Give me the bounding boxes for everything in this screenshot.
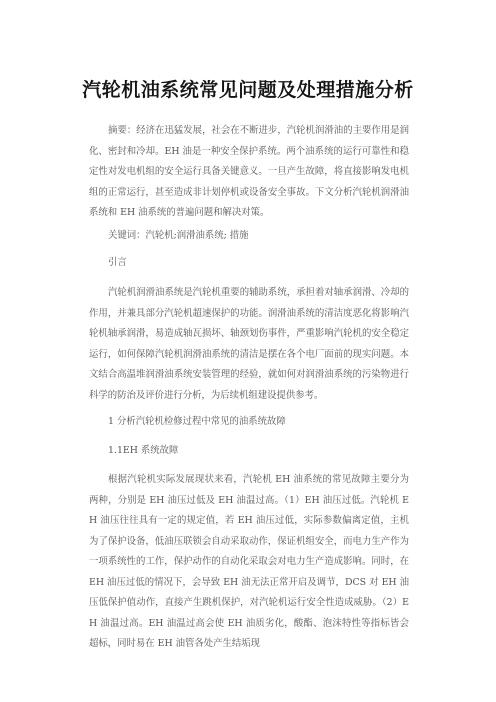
section-1-1-paragraph: 根据汽轮机实际发展现状来看，汽轮机 EH 油系统的常见故障主要分为两种，分别是 EH 油压过低及 EH 油温过高。（1）EH 油压过低。汽轮机 EH 油压往往具有一定的规定值，若 EH 油压过低，实际参数偏离定值，主机为了保护设备，低油压联锁会自动采取动作，保证机组安全，而电力生产作为一项系统性的工作，保护动作的自动化采取会对电力生产造成影响。同时，在 EH 油压过低的情况下，会导致 EH 油无法正常开启及调节，DCS 对 EH 油压低保护值动作，直接产生跳机保护，对汽轮机运行安全性造成威胁。（2）EH 油温过高。EH 油温过高会使 EH 油质劣化，酸酯、泡沫特性等指标皆会超标，同时易在 EH 油管各处产生结垢现 [89,474,409,649]
keywords-line: 关键词：汽轮机;润滑油系统; 措施 [108,230,249,241]
intro-heading: 引言 [108,257,127,268]
abstract-paragraph: 摘要：经济在迅猛发展，社会在不断进步，汽轮机润滑油的主要作用是润化、密封和冷却。EH 油是一种安全保护系统。两个油系统的运行可靠性和稳定性对发电机组的安全运行具备关键意义。一旦产生故障，将直接影响发电机组的正常运行，甚至造成非计划停机或设备安全事故。下文分析汽轮机润滑油系统和 EH 油系统的普遍问题和解决对策。 [89,125,409,218]
section-1-heading: 1 分析汽轮机检修过程中常见的油系统故障 [108,416,286,427]
section-1-1-heading: 1.1EH 系统故障 [108,445,179,456]
document-title: 汽轮机油系统常见问题及处理措施分析 [82,79,414,101]
intro-paragraph: 汽轮机润滑油系统是汽轮机重要的辅助系统，承担着对轴承润滑、冷却的作用，并兼具部分汽轮机超速保护的功能。润滑油系统的清洁度恶化将影响汽轮机轴承润滑，易造成轴瓦损坏、轴颈划伤事件，严重影响汽轮机的安全稳定运行，如何保障汽轮机润滑油系统的清洁是摆在各个电厂面前的现实问题。本文结合高温堆润滑油系统安装管理的经验，就如何对润滑油系统的污染物进行科学的防治及评价进行分析，为后续机组建设提供参考。 [89,287,409,401]
